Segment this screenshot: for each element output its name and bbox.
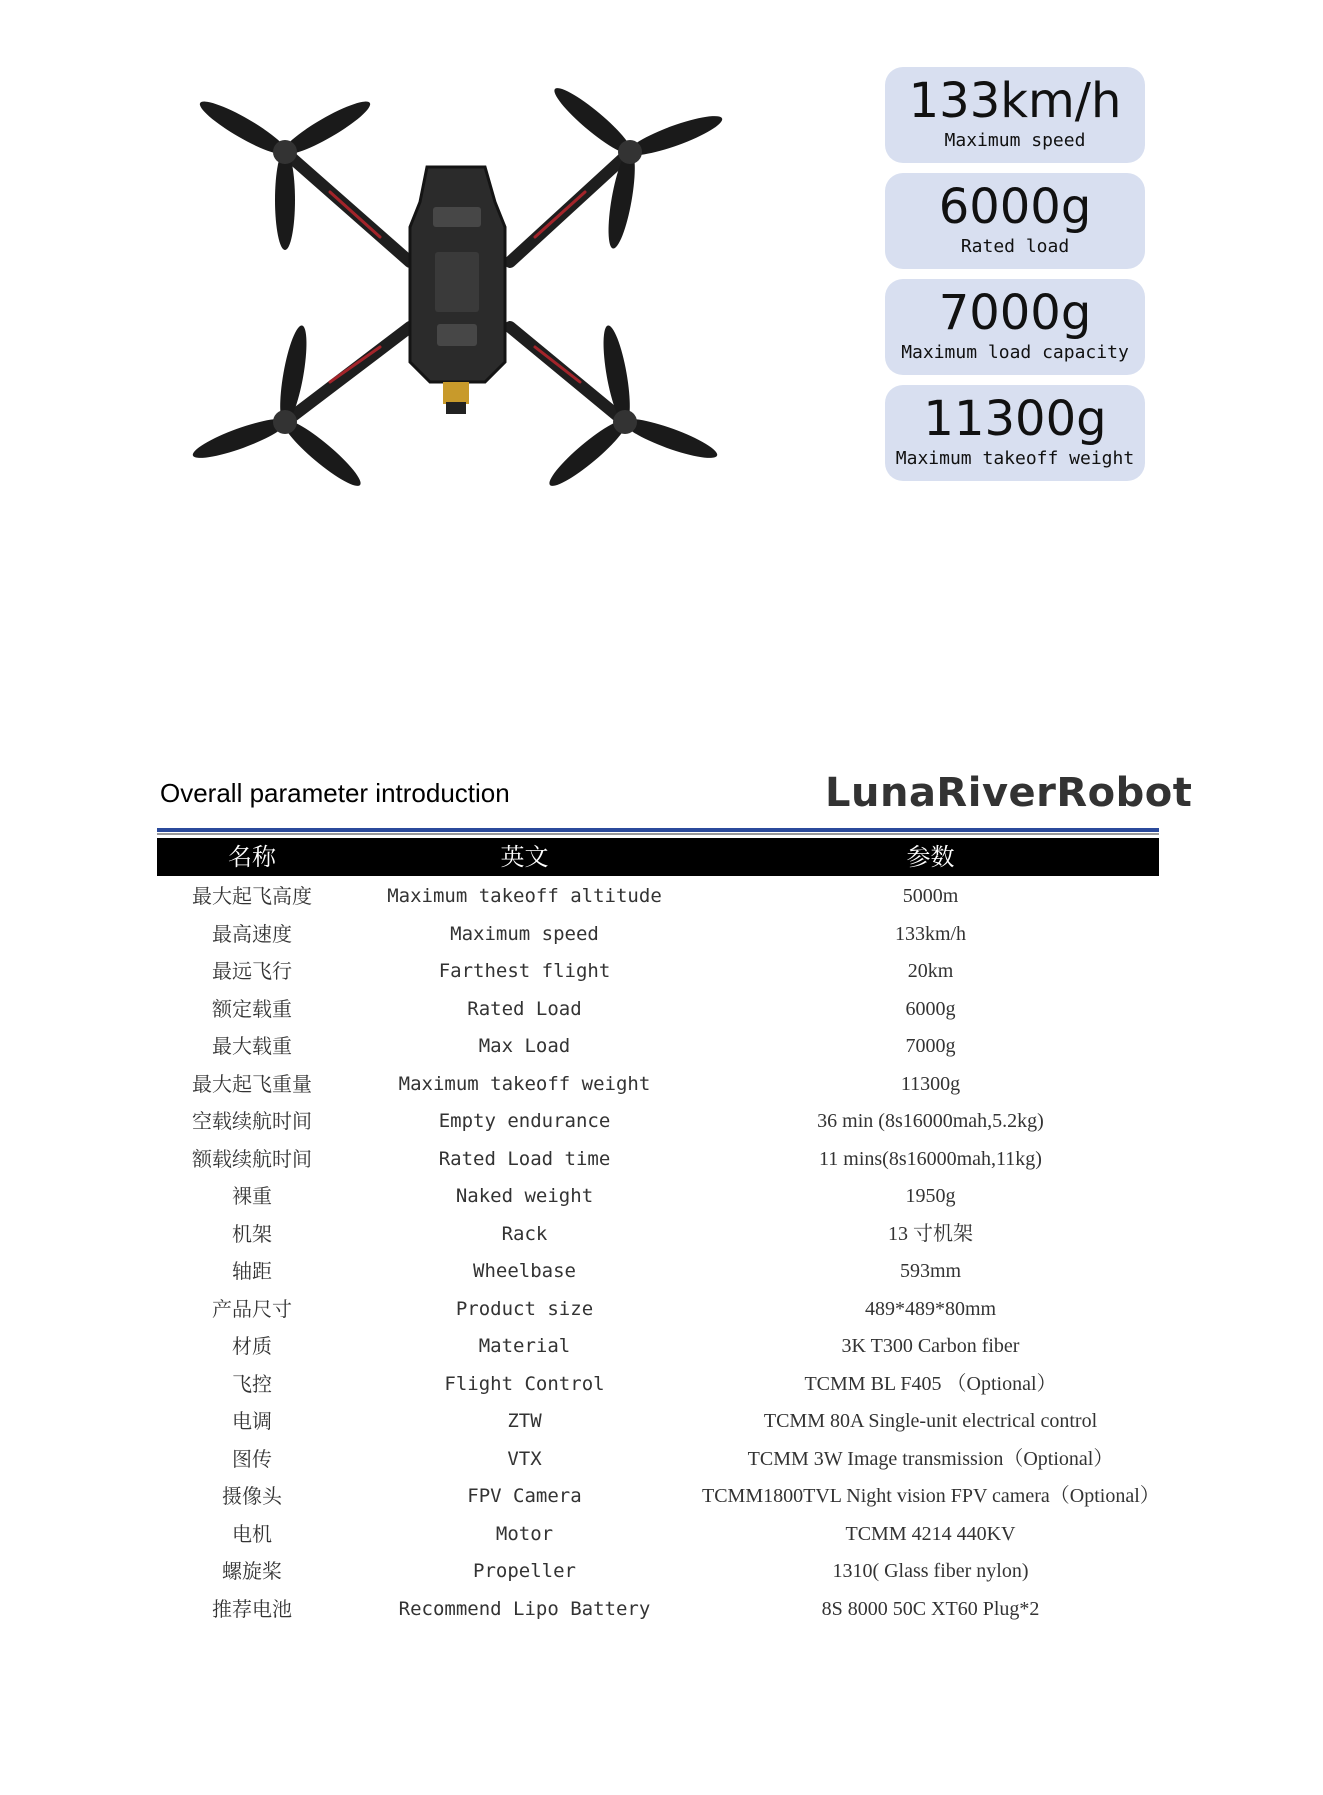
table-row	[157, 1403, 1159, 1441]
cell-name: 电机	[232, 1521, 272, 1546]
cell-value: TCMM 4214 440KV	[845, 1522, 1016, 1545]
cell-value: 36 min (8s16000mah,5.2kg)	[817, 1110, 1044, 1132]
spec-card-max-takeoff-weight	[885, 385, 1145, 481]
cell-name: 摄像头	[222, 1484, 282, 1508]
section-title: Overall parameter introduction	[160, 778, 510, 808]
cell-english: Rated Load time	[438, 1147, 611, 1170]
table-row	[157, 1216, 1159, 1254]
cell-value: 13 寸机架	[888, 1222, 973, 1245]
cell-english: Wheelbase	[473, 1260, 576, 1282]
cell-english: Maximum speed	[450, 922, 599, 945]
cell-name: 推荐电池	[212, 1596, 292, 1621]
cell-value: 1950g	[905, 1185, 956, 1207]
cell-value: 6000g	[905, 997, 956, 1020]
table-row	[157, 1591, 1159, 1629]
cell-name: 产品尺寸	[212, 1296, 292, 1321]
cell-name: 最远飞行	[212, 959, 292, 983]
table-row	[157, 1441, 1159, 1479]
spec-label: Maximum speed	[944, 130, 1086, 151]
cell-value: TCMM 3W Image transmission（Optional）	[747, 1447, 1114, 1470]
cell-english: Propeller	[473, 1560, 576, 1582]
spec-label: Maximum load capacity	[901, 342, 1129, 363]
table-header	[157, 838, 1159, 876]
cell-value: 11300g	[900, 1072, 961, 1095]
cell-name: 图传	[232, 1446, 272, 1471]
spec-value: 133km/h	[908, 73, 1122, 129]
spec-card-max-load	[885, 279, 1145, 375]
parameter-table	[157, 878, 1159, 1628]
cell-english: FPV Camera	[467, 1485, 582, 1507]
cell-name: 电调	[232, 1409, 272, 1433]
spec-value: 11300g	[923, 391, 1107, 447]
divider	[157, 833, 1159, 835]
cell-english: Farthest flight	[438, 960, 611, 982]
cell-value: 1310( Glass fiber nylon)	[832, 1560, 1029, 1582]
table-row	[157, 1028, 1159, 1066]
table-row	[157, 1291, 1159, 1329]
cell-english: Recommend Lipo Battery	[398, 1597, 651, 1620]
cell-value: 11 mins(8s16000mah,11kg)	[819, 1147, 1042, 1170]
header-name: 名称	[228, 843, 276, 871]
cell-value: 593mm	[899, 1260, 962, 1282]
cell-value: 3K T300 Carbon fiber	[841, 1335, 1020, 1357]
table-row	[157, 1141, 1159, 1179]
quadcopter-drone-icon	[165, 62, 735, 502]
cell-value: 133km/h	[894, 922, 967, 945]
table-row	[157, 1066, 1159, 1104]
cell-english: Rated Load	[467, 997, 582, 1020]
table-row	[157, 991, 1159, 1029]
cell-english: Flight Control	[444, 1372, 605, 1395]
cell-value: 489*489*80mm	[864, 1297, 997, 1320]
cell-value: 20km	[907, 960, 954, 982]
cell-name: 额定载重	[212, 996, 292, 1021]
cell-english: Rack	[501, 1222, 548, 1245]
spec-card-rated-load	[885, 173, 1145, 269]
cell-name: 空载续航时间	[192, 1109, 312, 1133]
cell-english: ZTW	[507, 1410, 542, 1432]
table-row	[157, 1478, 1159, 1516]
cell-english: Empty endurance	[438, 1110, 611, 1132]
header-parameter: 参数	[906, 843, 955, 871]
cell-name: 裸重	[232, 1184, 272, 1208]
cell-name: 最大起飞重量	[192, 1071, 312, 1096]
cell-name: 螺旋桨	[222, 1559, 282, 1583]
cell-english: Naked weight	[455, 1185, 594, 1207]
cell-name: 最大起飞高度	[192, 884, 312, 908]
cell-english: Maximum takeoff altitude	[387, 885, 662, 907]
table-row	[157, 878, 1159, 916]
cell-name: 材质	[232, 1334, 272, 1358]
spec-value: 6000g	[938, 179, 1092, 235]
cell-value: 8S 8000 50C XT60 Plug*2	[821, 1597, 1040, 1620]
cell-value: 5000m	[902, 885, 959, 907]
cell-english: Material	[478, 1335, 571, 1357]
cell-english: Product size	[455, 1297, 594, 1320]
header-english: 英文	[500, 843, 549, 871]
table-row	[157, 916, 1159, 954]
table-row	[157, 1516, 1159, 1554]
table-row	[157, 1553, 1159, 1591]
cell-name: 额载续航时间	[192, 1146, 312, 1171]
cell-name: 最大载重	[212, 1034, 292, 1058]
spec-label: Maximum takeoff weight	[895, 448, 1135, 469]
cell-value: TCMM 80A Single-unit electrical control	[763, 1410, 1098, 1432]
cell-name: 机架	[232, 1221, 272, 1246]
brand-logo: LunaRiverRobot	[825, 770, 1193, 816]
table-row	[157, 1178, 1159, 1216]
spec-card-max-speed	[885, 67, 1145, 163]
cell-name: 最高速度	[212, 921, 292, 946]
cell-value: 7000g	[905, 1035, 956, 1057]
cell-english: VTX	[507, 1447, 542, 1470]
cell-value: TCMM1800TVL Night vision FPV camera（Optional）	[702, 1485, 1160, 1507]
divider	[157, 828, 1159, 832]
cell-english: Maximum takeoff weight	[398, 1072, 651, 1095]
cell-english: Max Load	[478, 1035, 571, 1057]
table-row	[157, 1253, 1159, 1291]
table-row	[157, 953, 1159, 991]
spec-label: Rated load	[960, 236, 1070, 257]
spec-value: 7000g	[938, 285, 1092, 341]
cell-english: Motor	[495, 1522, 554, 1545]
cell-value: TCMM BL F405 （Optional）	[804, 1372, 1057, 1395]
table-row	[157, 1103, 1159, 1141]
cell-name: 轴距	[232, 1259, 272, 1283]
table-row	[157, 1328, 1159, 1366]
table-row	[157, 1366, 1159, 1404]
cell-name: 飞控	[232, 1371, 272, 1396]
